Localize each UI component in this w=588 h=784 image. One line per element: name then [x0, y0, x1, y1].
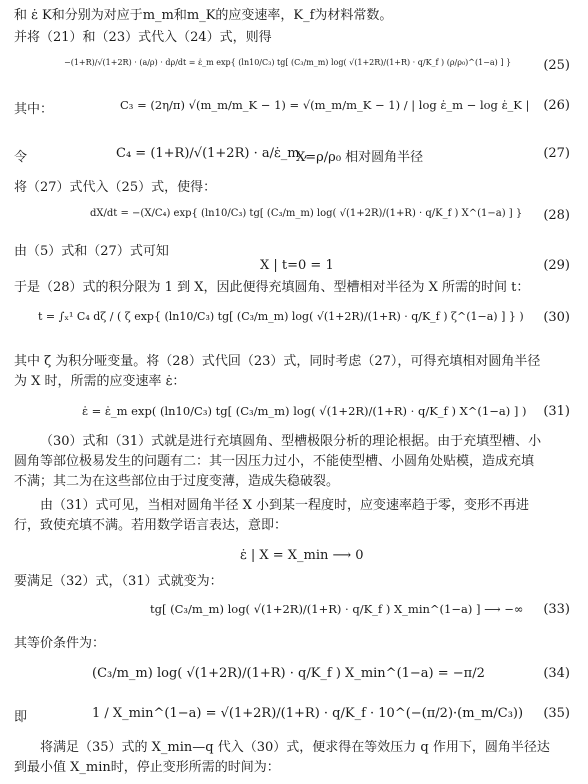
equation-body: C₄ = (1+R)/√(1+2R) · a/ε̇_m ,	[116, 146, 308, 161]
text-line: 为 X 时，所需的应变速率 ε̇：	[14, 374, 186, 389]
text-line: 不满；其二为在这些部位由于过度变薄，造成失稳破裂。	[14, 474, 340, 489]
text-label: 令	[14, 150, 28, 165]
text-line: 其等价条件为：	[14, 636, 106, 651]
equation-number: (33)	[543, 602, 570, 617]
text-line: 由（5）式和（27）式可知	[14, 244, 169, 259]
equation-body: −(1+R)/√(1+2R) · (a/ρ) · dρ/dt = ε̇_m exp{ (ln10/C₃) tg[ (C₃/m_m) log( √(1+2R)/(1+R) · q/K_f ) (ρ/ρ₀)^(1−a) ] }	[64, 58, 512, 67]
text-line: 由（31）式可见，当相对圆角半径 X 小到某一程度时，应变速率趋于零，变形不再进	[40, 498, 530, 513]
text-label: 即	[14, 710, 28, 725]
equation-number: (31)	[543, 404, 570, 419]
equation-body: (C₃/m_m) log( √(1+2R)/(1+R) · q/K_f ) X_min^(1−a) = −π/2	[92, 666, 485, 681]
equation-body: X | t=0 = 1	[260, 258, 334, 273]
text-label: X=ρ/ρ₀ 相对圆角半径	[296, 150, 424, 165]
text-line: 和 ε̇ K和分别为对应于m_m和m_K的应变速率，K_f为材料常数。	[14, 8, 393, 23]
text-label: 其中：	[14, 102, 54, 117]
paragraph	[14, 738, 578, 778]
equation-number: (34)	[543, 666, 570, 681]
equation-number: (35)	[543, 706, 570, 721]
text-line: 行，致使充填不满。若用数学语言表达，意即：	[14, 518, 288, 533]
text-line: 要满足（32）式，（31）式就变为：	[14, 574, 223, 589]
text-line: 到最小值 X_min时，停止变形所需的时间为：	[14, 760, 280, 775]
equation-number: (28)	[543, 208, 570, 223]
text-line: 并将（21）和（23）式代入（24）式，则得	[14, 30, 272, 45]
paragraph	[14, 432, 578, 492]
equation-body: tg[ (C₃/m_m) log( √(1+2R)/(1+R) · q/K_f ) X_min^(1−a) ] ⟶ −∞	[150, 602, 524, 616]
equation-body: dX/dt = −(X/C₄) exp{ (ln10/C₃) tg[ (C₃/m_m) log( √(1+2R)/(1+R) · q/K_f ) X^(1−a) ] }	[90, 208, 523, 219]
text-line: 将满足（35）式的 X_min—q 代入（30）式，便求得在等效压力 q 作用下，圆角半径达	[40, 740, 550, 755]
equation-number: (26)	[543, 98, 570, 113]
paragraph	[14, 496, 578, 536]
text-line: （30）式和（31）式就是进行充填圆角、型槽极限分析的理论根据。由于充填型槽、小	[40, 434, 542, 449]
text-line: 于是（28）式的积分限为 1 到 X，因此便得充填圆角、型槽相对半径为 X 所需的时间 t：	[14, 280, 530, 295]
equation-number: (25)	[543, 58, 570, 73]
equation-body: 1 / X_min^(1−a) = √(1+2R)/(1+R) · q/K_f · 10^(−(π/2)·(m_m/C₃))	[92, 706, 524, 721]
equation-body: ε̇ = ε̇_m exp( (ln10/C₃) tg[ (C₃/m_m) log( √(1+2R)/(1+R) · q/K_f ) X^(1−a) ] )	[82, 404, 527, 418]
equation-number: (27)	[543, 146, 570, 161]
equation-body: t = ∫ₓ¹ C₄ dζ / ( ζ exp{ (ln10/C₃) tg[ (C₃/m_m) log( √(1+2R)/(1+R) · q/K_f ) ζ^(1−a) ] } )	[38, 310, 524, 323]
equation-body: C₃ = (2η/π) √(m_m/m_K − 1) = √(m_m/m_K − 1) / | log ε̇_m − log ε̇_K |	[120, 98, 530, 112]
equation-body: ε̇ | X = X_min ⟶ 0	[240, 548, 364, 563]
text-line: 其中 ζ 为积分哑变量。将（28）式代回（23）式，同时考虑（27），可得充填相对圆角半径	[14, 354, 541, 369]
text-line: 将（27）式代入（25）式，使得：	[14, 180, 217, 195]
text-line: 圆角等部位极易发生的问题有二：其一因压力过小，不能使型槽、小圆角处贴模，造成充填	[14, 454, 535, 469]
equation-number: (29)	[543, 258, 570, 273]
equation-number: (30)	[543, 310, 570, 325]
